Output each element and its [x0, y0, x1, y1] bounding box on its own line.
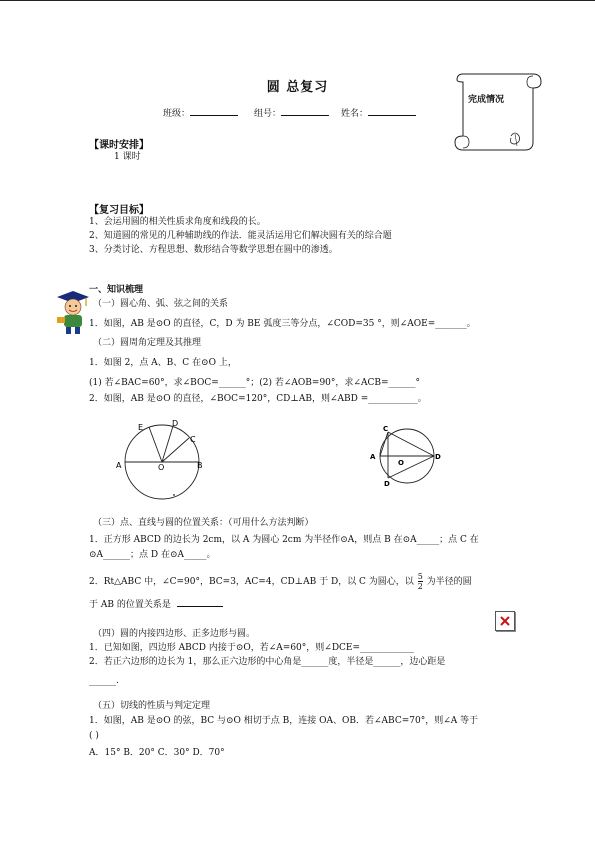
page-title: 圆 总复习	[266, 80, 329, 95]
fraction-denominator: 2	[417, 582, 423, 591]
point-label: C	[383, 425, 389, 433]
schedule-value: 1 课时	[114, 152, 141, 162]
completion-status-label: 完成情况	[468, 95, 505, 105]
point-label: D	[384, 480, 390, 488]
point-label: D	[172, 419, 179, 428]
question-text: ( )	[89, 731, 99, 741]
name-blank[interactable]	[368, 106, 416, 116]
question-text	[89, 597, 223, 611]
class-field[interactable]	[163, 106, 238, 120]
question-text: 1．如图，AB 是⊙O 的弦，BC 与⊙O 相切于点 B，连接 OA、OB．若∠ABC=70°，则∠A 等于	[89, 716, 479, 726]
question-text	[89, 572, 472, 591]
group-label: 组号：	[254, 109, 282, 119]
question-text: ⊙A______；点 D 在⊙A_____。	[89, 550, 216, 560]
question-text: 1．正方形 ABCD 的边长为 2cm，以 A 为圆心 2cm 为半径作⊙A，则点 B 在⊙A_____；点 C 在	[89, 535, 479, 545]
group-field[interactable]	[254, 106, 329, 120]
question-fragment: 为半径的圆	[426, 577, 472, 587]
subsection-title: （一）圆心角、弧、弦之间的关系	[93, 299, 229, 309]
group-blank[interactable]	[281, 106, 329, 116]
name-field[interactable]	[341, 106, 416, 120]
class-label: 班级：	[163, 109, 191, 119]
question-text: 2．若正六边形的边长为 1，那么正六边形的中心角是______度，半径是______，边心距是	[89, 657, 446, 667]
circle-diagram	[365, 420, 445, 490]
goal-item: 1、会运用圆的相关性质求角度和线段的长。	[89, 217, 266, 227]
missing-image-icon	[495, 611, 515, 631]
point-label: D	[435, 453, 441, 461]
student-avatar	[53, 287, 91, 335]
schedule-heading: 【课时安排】	[89, 140, 149, 151]
goal-item: 2、知道圆的常见的几种辅助线的作法．能灵活运用它们解决圆有关的综合题	[89, 231, 392, 241]
point-label: C	[190, 435, 196, 444]
point-label: B	[197, 461, 203, 470]
question-text: 2．如图，AB 是⊙O 的直径，∠BOC=120°，CD⊥AB，则∠ABD =___________。	[89, 394, 427, 404]
question-text: ______.	[89, 676, 119, 686]
subsection-title: （五）切线的性质与判定定理	[93, 701, 211, 711]
scroll-icon	[449, 72, 545, 158]
top-rule	[0, 0, 595, 1]
question-text: 1．如图 2，点 A、B、C 在⊙O 上，	[89, 358, 237, 368]
question-fragment: 于 AB 的位置关系是	[89, 600, 171, 610]
student-icon	[53, 287, 91, 335]
class-blank[interactable]	[190, 106, 238, 116]
point-label: E	[138, 423, 144, 432]
point-label: A	[116, 461, 122, 470]
question-text: (1) 若∠BAC=60°，求∠BOC=______°；(2) 若∠AOB=90°，求∠ACB=______°	[89, 378, 420, 388]
circle-diagram	[115, 415, 215, 505]
section-heading: 一、知识梳理	[89, 285, 144, 295]
goal-item: 3、分类讨论、方程思想、数形结合等数学思想在圆中的渗透。	[89, 245, 338, 255]
point-label: A	[370, 453, 376, 461]
question-text: 1．如图，AB 是⊙O 的直径，C，D 为 BE 弧度三等分点，∠COD=35 °，则∠AOE=_______。	[89, 319, 476, 329]
subsection-title: （四）圆的内接四边形、正多边形与圆。	[93, 629, 256, 639]
completion-status-card	[449, 72, 545, 158]
fraction-numerator: 5	[417, 572, 423, 581]
question-text: 1．已知如图，四边形 ABCD 内接于⊙O，若∠A=60°，则∠DCE=____________	[89, 643, 415, 653]
point-label: O	[398, 459, 404, 467]
circle-figure-2	[365, 420, 445, 490]
subsection-title: （二）圆周角定理及其推理	[93, 338, 202, 348]
name-label: 姓名：	[341, 109, 369, 119]
answer-options: A．15° B．20° C．30° D．70°	[89, 748, 225, 758]
goals-heading: 【复习目标】	[89, 205, 149, 216]
answer-blank[interactable]	[177, 597, 223, 607]
circle-figure-1	[115, 415, 215, 505]
point-label: O	[158, 463, 165, 472]
subsection-title: （三）点、直线与圆的位置关系：（可用什么方法判断）	[93, 518, 314, 528]
question-fragment: 2．Rt△ABC 中，∠C=90°，BC=3，AC=4，CD⊥AB 于 D，以 C 为圆心，以	[89, 577, 414, 587]
fraction	[418, 572, 423, 591]
